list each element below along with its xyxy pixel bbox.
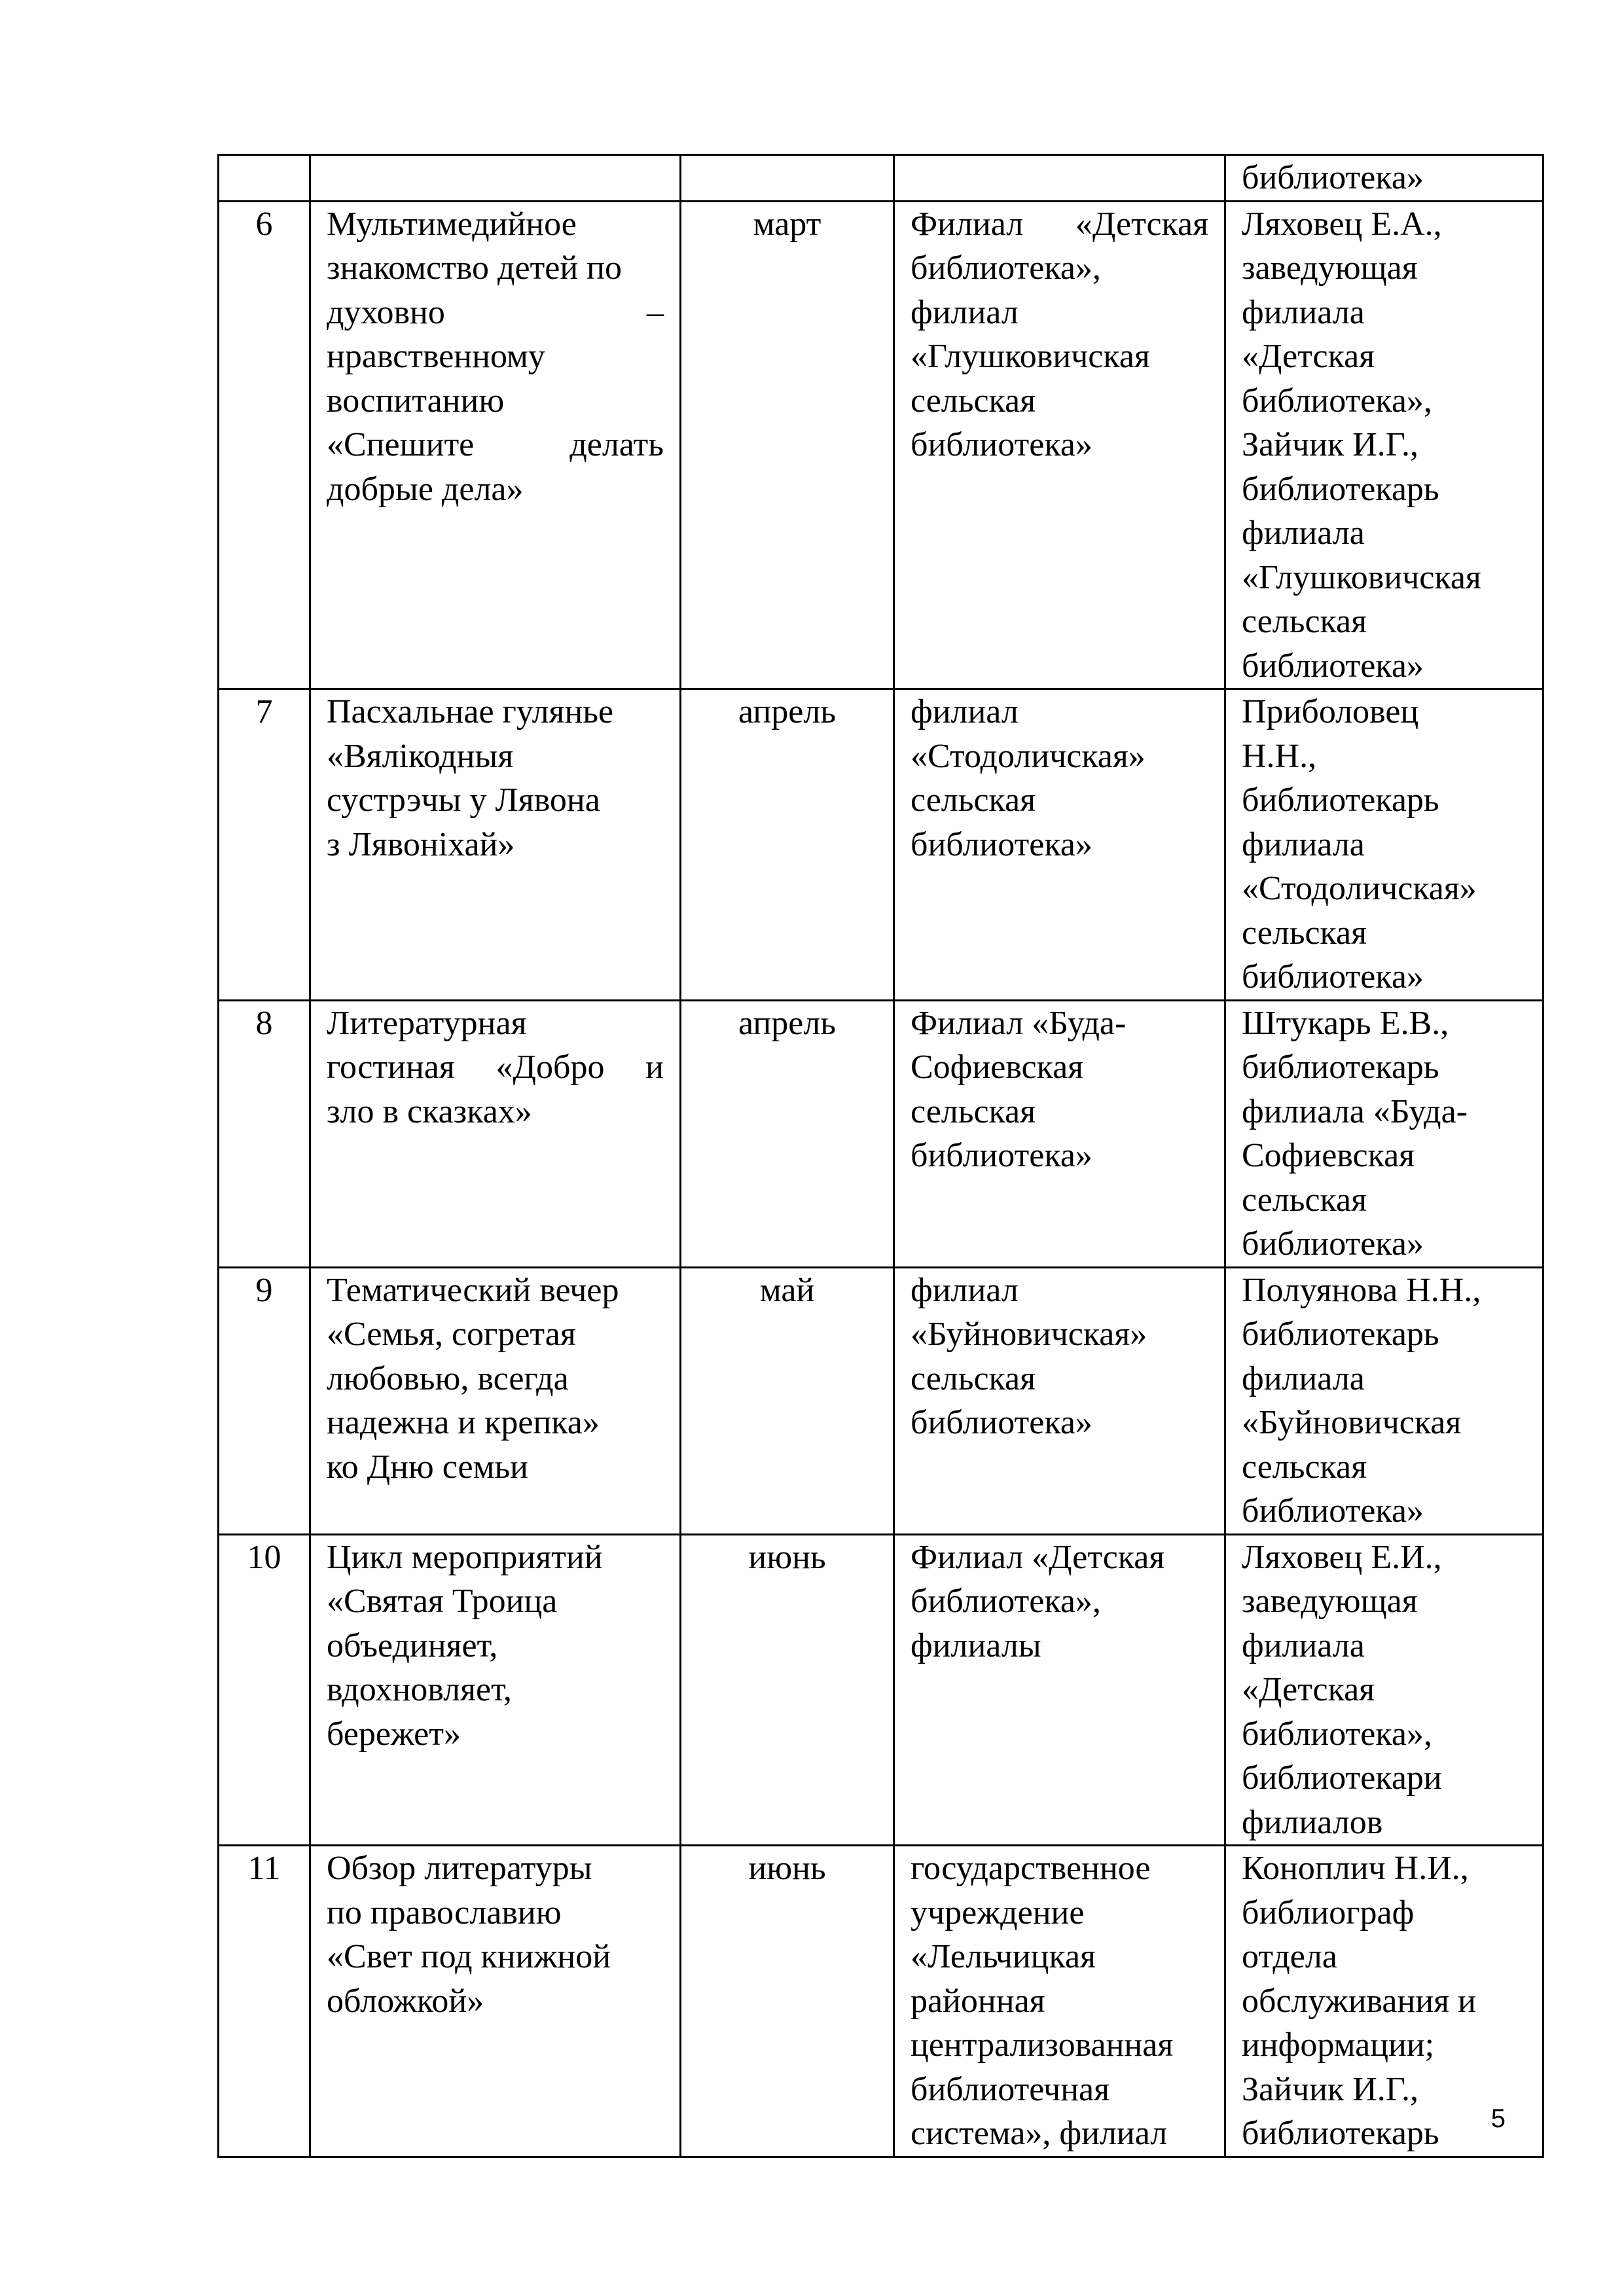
cell-responsible: [1225, 1000, 1543, 1267]
cell-title: [310, 201, 681, 689]
title-line: знакомство детей по: [327, 249, 622, 287]
cell-date: [681, 155, 894, 202]
table-row: [219, 1000, 1543, 1267]
responsible-text: Приболовец Н.Н., библиотекарь филиала «Стодоличская» сельская библиотека»: [1242, 693, 1477, 996]
cell-number: 9: [219, 1267, 310, 1534]
cell-number: 7: [219, 689, 310, 1001]
cell-title: [310, 1267, 681, 1534]
responsible-text: Полуянова Н.Н., библиотекарь филиала «Буйновичская сельская библиотека»: [1242, 1271, 1481, 1530]
title-text: Пасхальнае гулянье «Вялікодныя сустрэчы у Лявона з Лявоніхай»: [327, 693, 614, 863]
responsible-text: Ляховец Е.И., заведующая филиала «Детская библиотека», библиотекари филиалов: [1242, 1538, 1442, 1841]
cell-number: 8: [219, 1000, 310, 1267]
cell-date: июнь: [681, 1534, 894, 1846]
cell-title: [310, 689, 681, 1001]
responsible-text: Коноплич Н.И., библиограф отдела обслуживания и информации; Зайчик И.Г., библиотекарь: [1242, 1850, 1476, 2152]
cell-title: [310, 1534, 681, 1846]
place-text: филиал «Стодоличская» сельская библиотека»: [911, 693, 1146, 863]
cell-responsible: [1225, 1534, 1543, 1846]
events-table: [217, 154, 1544, 2158]
title-line: «Спешите делать: [327, 426, 664, 463]
place-line: библиотека»,: [911, 249, 1101, 287]
cell-responsible: [1225, 155, 1543, 202]
cell-place: [894, 1000, 1225, 1267]
title-line: Литературная: [327, 1004, 527, 1042]
cell-place: [894, 1846, 1225, 2157]
place-line: библиотека»: [911, 426, 1092, 463]
place-text: филиал «Буйновичская» сельская библиотека»: [911, 1271, 1147, 1441]
title-text: Тематический вечер «Семья, согретая любовью, всегда надежна и крепка» ко Дню семьи: [327, 1271, 619, 1486]
title-text: Обзор литературы по православию «Свет под книжной обложкой»: [327, 1850, 611, 2020]
cell-date: март: [681, 201, 894, 689]
table-row: [219, 1846, 1543, 2157]
place-text: Филиал «Буда- Софиевская сельская библиотека»: [911, 1004, 1127, 1174]
table-row: [219, 1267, 1543, 1534]
title-line: воспитанию: [327, 382, 505, 420]
title-line: нравственному: [327, 338, 545, 375]
title-line: зло в сказках»: [327, 1092, 532, 1130]
place-text: государственное учреждение «Лельчицкая районная централизованная библиотечная система», филиал: [911, 1850, 1174, 2152]
table-row: [219, 1534, 1543, 1846]
responsible-text: Штукарь Е.В., библиотекарь филиала «Буда- Софиевская сельская библиотека»: [1242, 1004, 1468, 1263]
cell-place: [894, 1534, 1225, 1846]
cell-date: июнь: [681, 1846, 894, 2157]
title-line: добрые дела»: [327, 470, 524, 508]
place-line: «Глушковичская: [911, 338, 1150, 375]
cell-title: [310, 1000, 681, 1267]
page-number: 5: [1490, 2104, 1506, 2133]
cell-number: 6: [219, 201, 310, 689]
place-text: Филиал «Детская библиотека», филиалы: [911, 1538, 1165, 1664]
title-text: Цикл мероприятий «Святая Троица объединяет, вдохновляет, бережет»: [327, 1538, 603, 1753]
title-line: Мультимедийное: [327, 205, 577, 243]
place-line: Филиал «Детская: [911, 205, 1208, 243]
cell-place: [894, 689, 1225, 1001]
place-line: филиал: [911, 293, 1019, 331]
table-row: [219, 689, 1543, 1001]
cell-number: [219, 155, 310, 202]
title-line: гостиная «Добро и: [327, 1049, 664, 1086]
cell-number: 11: [219, 1846, 310, 2157]
cell-responsible: [1225, 1267, 1543, 1534]
cell-title: [310, 1846, 681, 2157]
cell-date: апрель: [681, 1000, 894, 1267]
cell-date: апрель: [681, 689, 894, 1001]
table-row-continuation: [219, 155, 1543, 202]
responsible-text: библиотека»: [1242, 159, 1424, 196]
cell-number: 10: [219, 1534, 310, 1846]
title-line: духовно –: [327, 293, 664, 331]
cell-responsible: [1225, 689, 1543, 1001]
cell-title: [310, 155, 681, 202]
table-row: [219, 201, 1543, 689]
place-line: сельская: [911, 382, 1036, 420]
cell-place: [894, 1267, 1225, 1534]
cell-place: [894, 201, 1225, 689]
cell-place: [894, 155, 1225, 202]
cell-date: май: [681, 1267, 894, 1534]
responsible-text: Ляховец Е.А., заведующая филиала «Детская библиотека», Зайчик И.Г., библиотекарь филиала «Глушковичская сельская библиотека»: [1242, 205, 1481, 685]
cell-responsible: [1225, 201, 1543, 689]
